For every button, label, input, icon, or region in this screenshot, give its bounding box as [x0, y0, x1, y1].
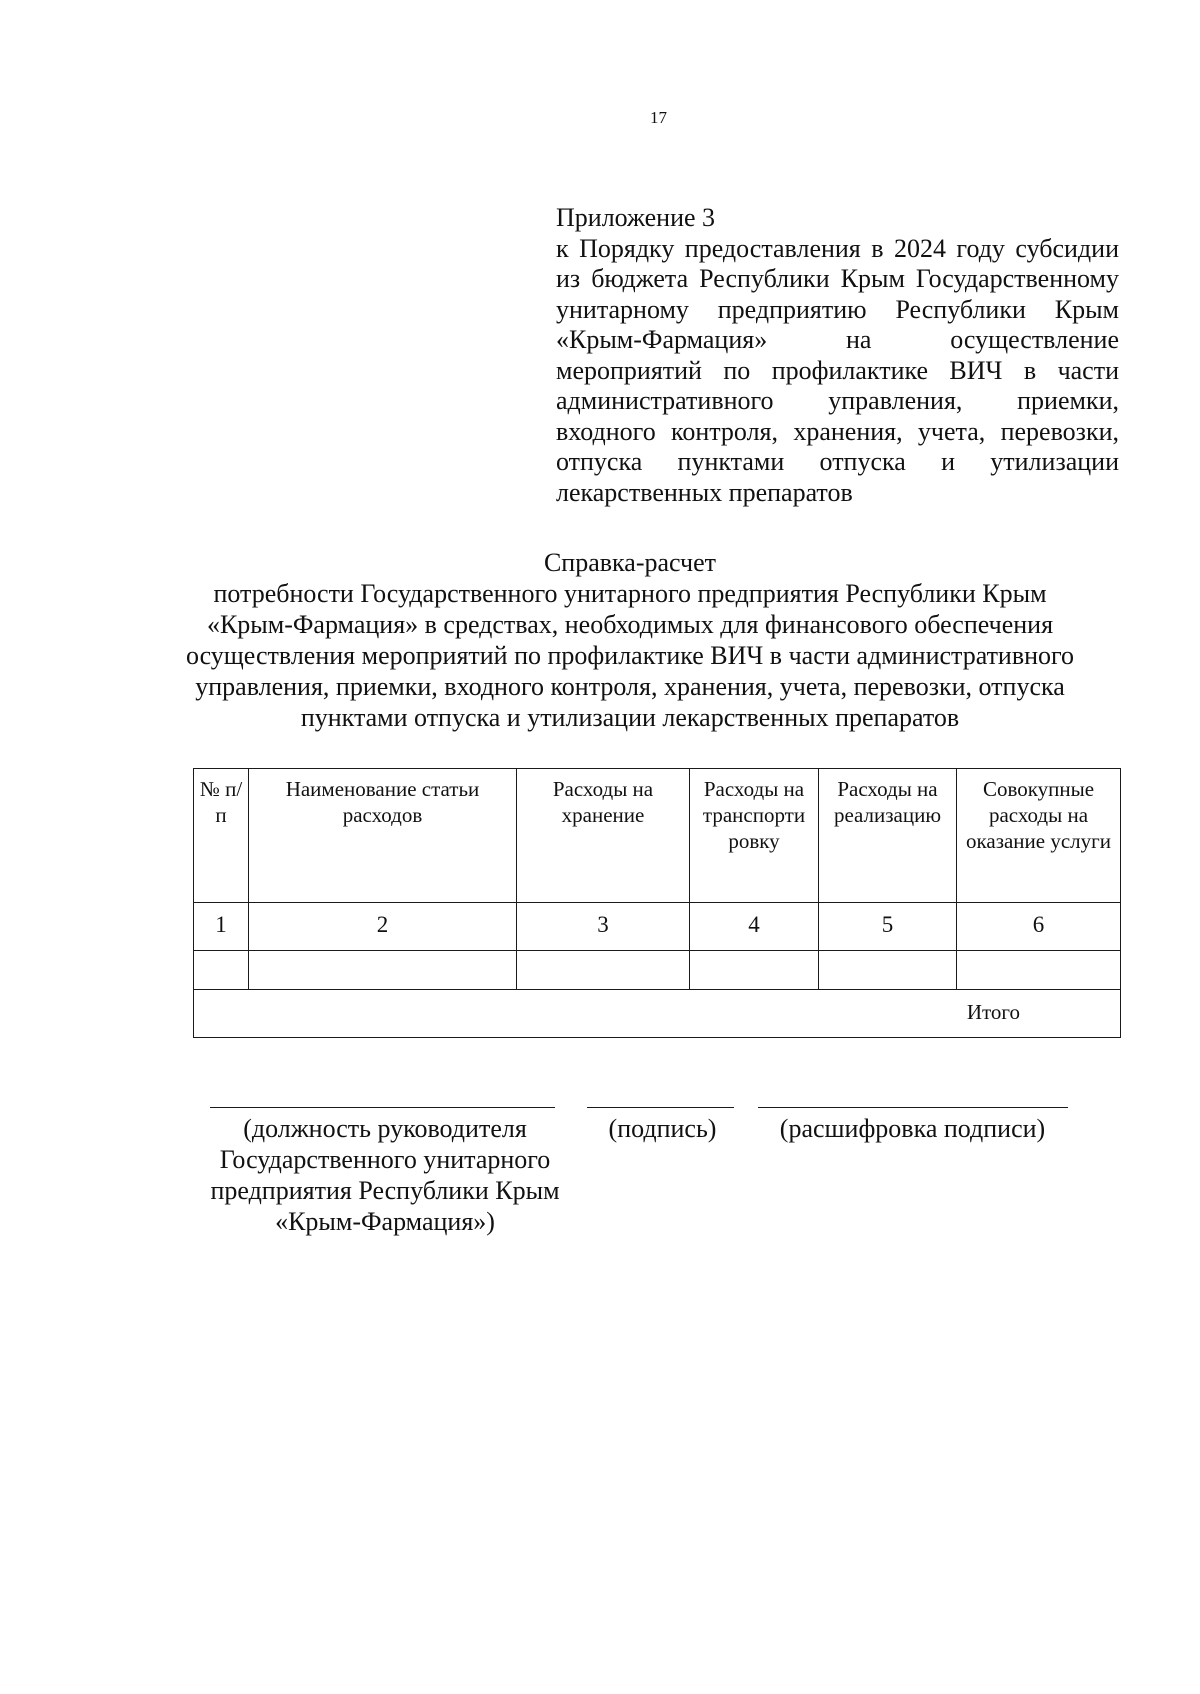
- empty-cell: [957, 951, 1121, 990]
- position-signature-line: [210, 1107, 555, 1108]
- decoding-label: (расшифровка подписи): [779, 1114, 1046, 1143]
- page-number: 17: [650, 108, 667, 127]
- appendix-block: [556, 203, 1119, 508]
- empty-cell: [819, 951, 957, 990]
- table-header-row: [194, 769, 1121, 903]
- header-expense-item: Наименование статьи расходов: [249, 769, 517, 903]
- position-label: (должность руководителя Государственного унитарного предприятия Республики Крым «Крым-Фармация»): [210, 1114, 560, 1236]
- appendix-title: Приложение 3: [556, 203, 716, 232]
- heading-title: Справка-расчет: [543, 548, 717, 577]
- column-number: 2: [249, 903, 517, 951]
- header-number: № п/п: [194, 769, 249, 903]
- decoding-signature-line: [758, 1107, 1068, 1108]
- header-storage-costs: Расходы на хранение: [517, 769, 690, 903]
- empty-cell: [194, 951, 249, 990]
- total-row: [194, 990, 1121, 1038]
- total-label: Итого: [194, 990, 1121, 1038]
- header-sales-costs: Расходы на реализацию: [819, 769, 957, 903]
- column-number-row: [194, 903, 1121, 951]
- column-number: 1: [194, 903, 249, 951]
- empty-data-row: [194, 951, 1121, 990]
- empty-cell: [690, 951, 819, 990]
- document-heading: [150, 547, 1110, 733]
- column-number: 3: [517, 903, 690, 951]
- signature-label: (подпись): [608, 1114, 717, 1143]
- column-number: 6: [957, 903, 1121, 951]
- heading-subtitle: потребности Государственного унитарного предприятия Республики Крым «Крым-Фармация» в средствах, необходимых для финансового обеспечения осуществления мероприятий по профилактике ВИЧ в части административного управления, приемки, входного контроля, хранения, учета, перевозки, отпуска пунктами отпуска и утилизации лекарственных препаратов: [185, 579, 1075, 732]
- header-transport-costs: Расходы на транспорти ровку: [690, 769, 819, 903]
- header-total-costs: Совокупные расходы на оказание услуги: [957, 769, 1121, 903]
- appendix-text: к Порядку предоставления в 2024 году субсидии из бюджета Республики Крым Государственному унитарному предприятию Республики Крым «Крым-Фармация» на осуществление мероприятий по профилактике ВИЧ в части административного управления, приемки, входного контроля, хранения, учета, перевозки, отпуска пунктами отпуска и утилизации лекарственных препаратов: [556, 233, 1119, 507]
- column-number: 5: [819, 903, 957, 951]
- empty-cell: [249, 951, 517, 990]
- column-number: 4: [690, 903, 819, 951]
- empty-cell: [517, 951, 690, 990]
- calculation-table: [193, 768, 1121, 1038]
- signature-line: [587, 1107, 734, 1108]
